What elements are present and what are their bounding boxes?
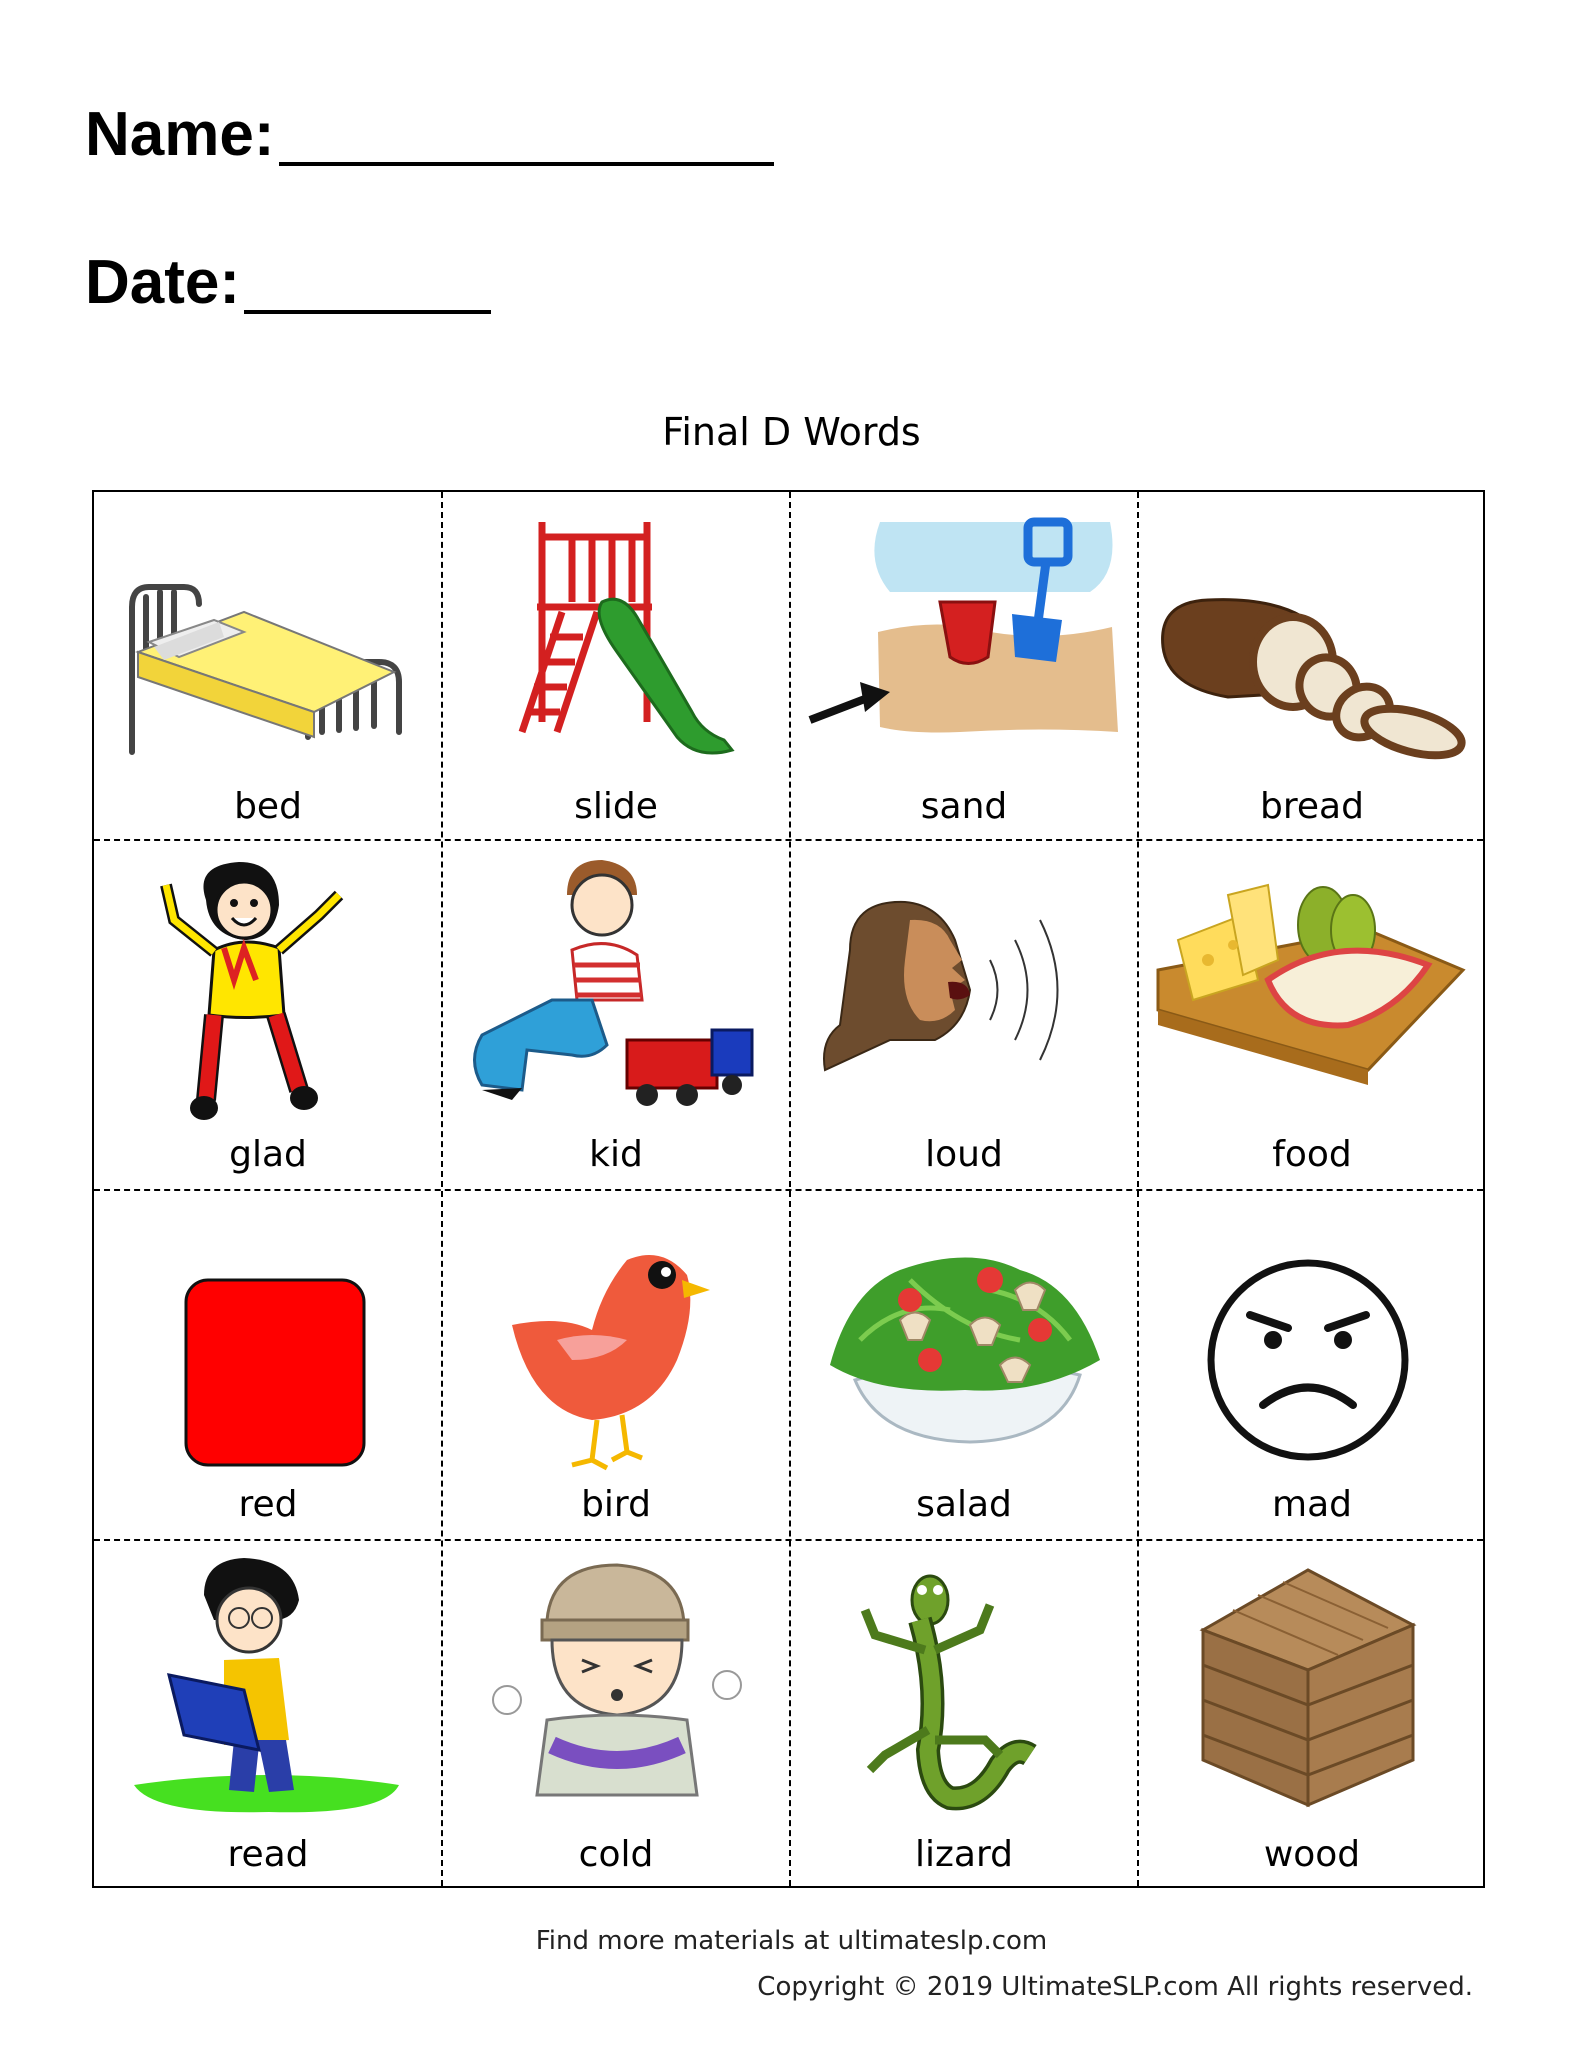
card-word: cold bbox=[578, 1834, 654, 1875]
card-word: wood bbox=[1263, 1834, 1361, 1875]
date-blank-line[interactable] bbox=[244, 260, 491, 314]
card-word: mad bbox=[1272, 1484, 1352, 1525]
word-card-lizard bbox=[790, 1540, 1138, 1890]
copyright-text: Copyright © 2019 UltimateSLP.com All rights reserved. bbox=[757, 1972, 1473, 2002]
name-blank-line[interactable] bbox=[279, 112, 774, 166]
card-word: lizard bbox=[915, 1834, 1013, 1875]
word-card-bird bbox=[442, 1190, 790, 1540]
date-label: Date: bbox=[85, 248, 241, 317]
date-field[interactable] bbox=[85, 248, 491, 317]
word-card-food bbox=[1138, 840, 1486, 1190]
word-card-mad bbox=[1138, 1190, 1486, 1540]
word-card-wood bbox=[1138, 1540, 1486, 1890]
card-word: food bbox=[1272, 1134, 1352, 1175]
word-card-grid bbox=[92, 490, 1485, 1888]
card-word: bird bbox=[581, 1484, 651, 1525]
word-card-read bbox=[94, 1540, 442, 1890]
page-title: Final D Words bbox=[662, 410, 921, 454]
word-card-red bbox=[94, 1190, 442, 1540]
materials-link[interactable]: Find more materials at ultimateslp.com bbox=[535, 1926, 1048, 1956]
word-card-bed bbox=[94, 492, 442, 840]
card-word: sand bbox=[920, 786, 1008, 827]
card-word: kid bbox=[589, 1134, 643, 1175]
name-label: Name: bbox=[85, 100, 275, 169]
card-word: slide bbox=[574, 786, 658, 827]
word-card-salad bbox=[790, 1190, 1138, 1540]
word-card-glad bbox=[94, 840, 442, 1190]
card-word: loud bbox=[925, 1134, 1003, 1175]
word-card-cold bbox=[442, 1540, 790, 1890]
word-card-slide bbox=[442, 492, 790, 840]
word-card-kid bbox=[442, 840, 790, 1190]
word-card-sand bbox=[790, 492, 1138, 840]
card-word: bread bbox=[1260, 786, 1364, 827]
card-word: read bbox=[227, 1834, 309, 1875]
word-card-loud bbox=[790, 840, 1138, 1190]
card-word: red bbox=[238, 1484, 298, 1525]
card-word: salad bbox=[916, 1484, 1012, 1525]
card-word: bed bbox=[234, 786, 302, 827]
name-field[interactable] bbox=[85, 100, 774, 169]
word-card-bread bbox=[1138, 492, 1486, 840]
card-word: glad bbox=[229, 1134, 307, 1175]
